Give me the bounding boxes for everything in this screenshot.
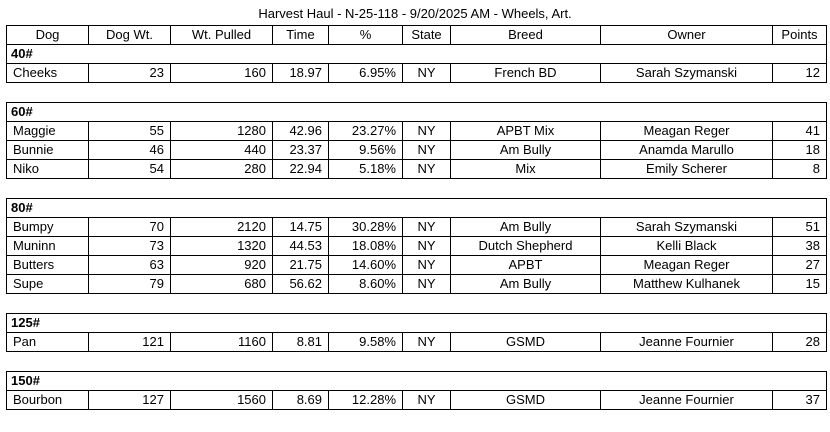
percent-cell[interactable]: 18.08% xyxy=(329,237,403,256)
header-row xyxy=(7,26,827,45)
weight-pulled-cell[interactable]: 440 xyxy=(171,141,273,160)
dog-weight-cell[interactable]: 73 xyxy=(89,237,171,256)
col-header-dog-weight[interactable]: Dog Wt. xyxy=(89,26,171,45)
points-cell[interactable]: 18 xyxy=(773,141,827,160)
results-table xyxy=(6,25,827,410)
weight-pulled-cell[interactable]: 280 xyxy=(171,160,273,179)
dog-cell[interactable]: Bunnie xyxy=(7,141,89,160)
percent-cell[interactable]: 23.27% xyxy=(329,122,403,141)
state-cell[interactable]: NY xyxy=(403,256,451,275)
col-header-breed[interactable]: Breed xyxy=(451,26,601,45)
dog-cell[interactable]: Bourbon xyxy=(7,391,89,410)
state-cell[interactable]: NY xyxy=(403,122,451,141)
state-cell[interactable]: NY xyxy=(403,275,451,294)
weight-pulled-cell[interactable]: 920 xyxy=(171,256,273,275)
col-header-time[interactable]: Time xyxy=(273,26,329,45)
owner-cell[interactable]: Sarah Szymanski xyxy=(601,64,773,83)
state-cell[interactable]: NY xyxy=(403,237,451,256)
points-cell[interactable]: 38 xyxy=(773,237,827,256)
time-cell[interactable]: 21.75 xyxy=(273,256,329,275)
col-header-state[interactable]: State xyxy=(403,26,451,45)
group-header-row xyxy=(7,314,827,333)
weight-pulled-cell[interactable]: 1560 xyxy=(171,391,273,410)
owner-cell[interactable]: Sarah Szymanski xyxy=(601,218,773,237)
state-cell[interactable]: NY xyxy=(403,64,451,83)
table-row[interactable] xyxy=(7,333,827,352)
state-cell[interactable]: NY xyxy=(403,333,451,352)
weight-class-label[interactable]: 40# xyxy=(7,45,827,64)
group-spacer xyxy=(7,294,827,314)
table-row[interactable] xyxy=(7,237,827,256)
owner-cell[interactable]: Meagan Reger xyxy=(601,256,773,275)
col-header-weight-pulled[interactable]: Wt. Pulled xyxy=(171,26,273,45)
time-cell[interactable]: 44.53 xyxy=(273,237,329,256)
dog-weight-cell[interactable]: 23 xyxy=(89,64,171,83)
group-spacer xyxy=(7,83,827,103)
time-cell[interactable]: 23.37 xyxy=(273,141,329,160)
dog-weight-cell[interactable]: 46 xyxy=(89,141,171,160)
breed-cell[interactable]: Am Bully xyxy=(451,275,601,294)
dog-cell[interactable]: Pan xyxy=(7,333,89,352)
points-cell[interactable]: 28 xyxy=(773,333,827,352)
dog-cell[interactable]: Supe xyxy=(7,275,89,294)
group-spacer xyxy=(7,179,827,199)
breed-cell[interactable]: Dutch Shepherd xyxy=(451,237,601,256)
weight-class-label[interactable]: 150# xyxy=(7,372,827,391)
time-cell[interactable]: 18.97 xyxy=(273,64,329,83)
weight-pulled-cell[interactable]: 1320 xyxy=(171,237,273,256)
group-header-row xyxy=(7,372,827,391)
results-body xyxy=(7,26,827,410)
owner-cell[interactable]: Kelli Black xyxy=(601,237,773,256)
group-header-row xyxy=(7,199,827,218)
breed-cell[interactable]: APBT Mix xyxy=(451,122,601,141)
breed-cell[interactable]: Am Bully xyxy=(451,141,601,160)
breed-cell[interactable]: APBT xyxy=(451,256,601,275)
breed-cell[interactable]: GSMD xyxy=(451,391,601,410)
table-row[interactable] xyxy=(7,160,827,179)
col-header-percent[interactable]: % xyxy=(329,26,403,45)
owner-cell[interactable]: Meagan Reger xyxy=(601,122,773,141)
breed-cell[interactable]: French BD xyxy=(451,64,601,83)
col-header-points[interactable]: Points xyxy=(773,26,827,45)
dog-cell[interactable]: Butters xyxy=(7,256,89,275)
points-cell[interactable]: 8 xyxy=(773,160,827,179)
time-cell[interactable]: 56.62 xyxy=(273,275,329,294)
time-cell[interactable]: 8.81 xyxy=(273,333,329,352)
table-row[interactable] xyxy=(7,391,827,410)
table-row[interactable] xyxy=(7,141,827,160)
dog-weight-cell[interactable]: 63 xyxy=(89,256,171,275)
group-spacer xyxy=(7,352,827,372)
dog-cell[interactable]: Muninn xyxy=(7,237,89,256)
breed-cell[interactable]: Am Bully xyxy=(451,218,601,237)
owner-cell[interactable]: Jeanne Fournier xyxy=(601,333,773,352)
spacer-cell xyxy=(7,179,827,199)
points-cell[interactable]: 12 xyxy=(773,64,827,83)
weight-pulled-cell[interactable]: 1280 xyxy=(171,122,273,141)
points-cell[interactable]: 51 xyxy=(773,218,827,237)
state-cell[interactable]: NY xyxy=(403,218,451,237)
table-row[interactable] xyxy=(7,122,827,141)
col-header-owner[interactable]: Owner xyxy=(601,26,773,45)
percent-cell[interactable]: 14.60% xyxy=(329,256,403,275)
col-header-dog[interactable]: Dog xyxy=(7,26,89,45)
points-cell[interactable]: 41 xyxy=(773,122,827,141)
spacer-cell xyxy=(7,83,827,103)
table-row[interactable] xyxy=(7,256,827,275)
weight-pulled-cell[interactable]: 2120 xyxy=(171,218,273,237)
percent-cell[interactable]: 5.18% xyxy=(329,160,403,179)
time-cell[interactable]: 14.75 xyxy=(273,218,329,237)
percent-cell[interactable]: 9.56% xyxy=(329,141,403,160)
time-cell[interactable]: 8.69 xyxy=(273,391,329,410)
dog-cell[interactable]: Niko xyxy=(7,160,89,179)
points-cell[interactable]: 15 xyxy=(773,275,827,294)
weight-class-label[interactable]: 60# xyxy=(7,103,827,122)
time-cell[interactable]: 22.94 xyxy=(273,160,329,179)
percent-cell[interactable]: 6.95% xyxy=(329,64,403,83)
weight-class-label[interactable]: 80# xyxy=(7,199,827,218)
dog-weight-cell[interactable]: 79 xyxy=(89,275,171,294)
percent-cell[interactable]: 8.60% xyxy=(329,275,403,294)
spacer-cell xyxy=(7,352,827,372)
weight-pulled-cell[interactable]: 1160 xyxy=(171,333,273,352)
spacer-cell xyxy=(7,294,827,314)
percent-cell[interactable]: 30.28% xyxy=(329,218,403,237)
table-row[interactable] xyxy=(7,218,827,237)
dog-weight-cell[interactable]: 70 xyxy=(89,218,171,237)
sheet-title: Harvest Haul - N-25-118 - 9/20/2025 AM - Wheels, Art. xyxy=(258,6,572,21)
percent-cell[interactable]: 9.58% xyxy=(329,333,403,352)
time-cell[interactable]: 42.96 xyxy=(273,122,329,141)
points-cell[interactable]: 37 xyxy=(773,391,827,410)
state-cell[interactable]: NY xyxy=(403,160,451,179)
owner-cell[interactable]: Anamda Marullo xyxy=(601,141,773,160)
breed-cell[interactable]: GSMD xyxy=(451,333,601,352)
dog-cell[interactable]: Cheeks xyxy=(7,64,89,83)
owner-cell[interactable]: Emily Scherer xyxy=(601,160,773,179)
dog-weight-cell[interactable]: 121 xyxy=(89,333,171,352)
points-cell[interactable]: 27 xyxy=(773,256,827,275)
owner-cell[interactable]: Jeanne Fournier xyxy=(601,391,773,410)
weight-pulled-cell[interactable]: 680 xyxy=(171,275,273,294)
dog-weight-cell[interactable]: 127 xyxy=(89,391,171,410)
owner-cell[interactable]: Matthew Kulhanek xyxy=(601,275,773,294)
group-header-row xyxy=(7,103,827,122)
weight-pulled-cell[interactable]: 160 xyxy=(171,64,273,83)
dog-weight-cell[interactable]: 55 xyxy=(89,122,171,141)
state-cell[interactable]: NY xyxy=(403,391,451,410)
table-row[interactable] xyxy=(7,275,827,294)
breed-cell[interactable]: Mix xyxy=(451,160,601,179)
group-header-row xyxy=(7,45,827,64)
dog-weight-cell[interactable]: 54 xyxy=(89,160,171,179)
percent-cell[interactable]: 12.28% xyxy=(329,391,403,410)
state-cell[interactable]: NY xyxy=(403,141,451,160)
weight-class-label[interactable]: 125# xyxy=(7,314,827,333)
dog-cell[interactable]: Maggie xyxy=(7,122,89,141)
table-row[interactable] xyxy=(7,64,827,83)
dog-cell[interactable]: Bumpy xyxy=(7,218,89,237)
